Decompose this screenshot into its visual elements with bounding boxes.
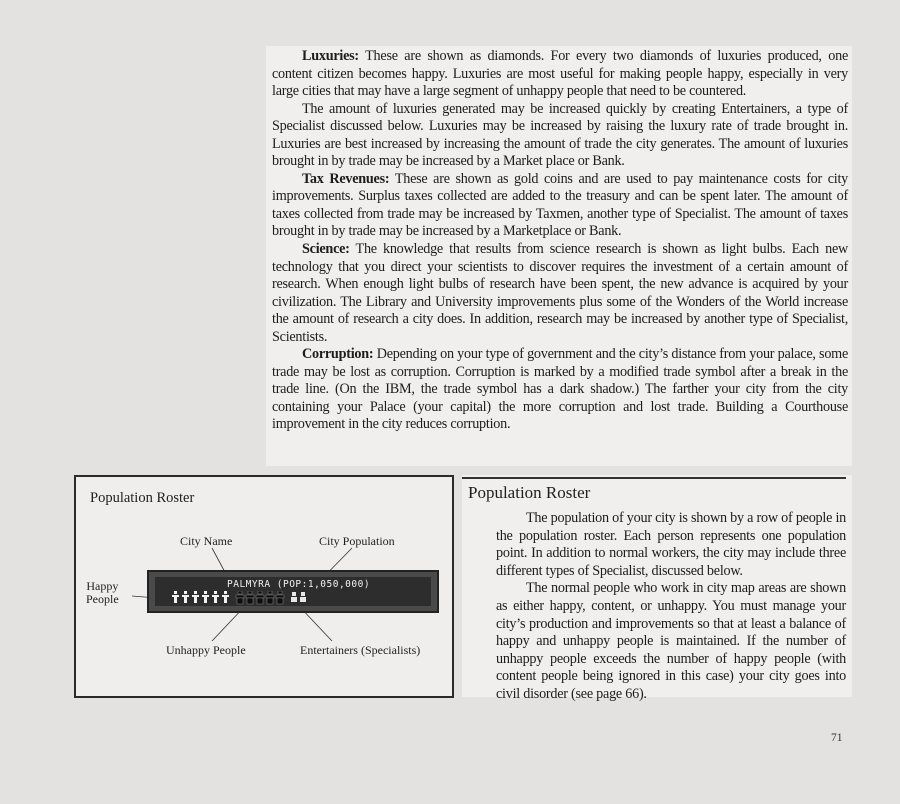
happy-label-line1: Happy — [86, 579, 119, 593]
paragraph-text: These are shown as diamonds. For every two diamonds of luxuries produced, one content citizen becomes happy. Luxuries are most useful for making people happy, especially in very large cities that may have a large segment of unhappy people that need to be countered. — [272, 48, 848, 100]
roster-window — [147, 570, 439, 613]
paragraph-luxuries-increase — [272, 101, 848, 171]
section-divider — [462, 477, 846, 479]
heading-tax-revenues: Tax Revenues: — [302, 170, 390, 187]
page-number: 71 — [831, 732, 843, 744]
paragraph-text: Depending on your type of government and the city’s distance from your palace, some trade may be lost as corruption. Corruption is marked by a modified trade symbol after a break in the trade line. (On the IBM, the trade symbol has a dark shadow.) The farther your city from the city containing your Palace (your capital) the more corruption and lost trade. Building a Courthouse improvement in the city reduces corruption. — [272, 346, 848, 433]
section-title: Population Roster — [468, 483, 591, 502]
unhappy-citizen-icons — [236, 591, 284, 604]
happy-label-line2: People — [86, 592, 119, 606]
roster-city-title: PALMYRA (POP:1,050,000) — [227, 579, 371, 590]
section-paragraph: The normal people who work in city map areas are shown as either happy, content, or unhappy. You must manage your city’s production and improvements so that at least a balance of happy and unhappy people is maintained. If the number of unhappy people exceeds the number of happy people (with content people being ignored in this case) your city goes into civil disorder (see page 66). — [496, 580, 846, 702]
section-paragraph: The population of your city is shown by a row of people in the population roster. Each person represents one population point. In addition to normal workers, the city may include three different types of Specialist, discussed below. — [496, 510, 846, 579]
heading-luxuries: Luxuries: — [302, 48, 359, 64]
city-population-label: City Population — [319, 534, 395, 548]
citizen-icons — [172, 591, 310, 605]
roster-panel — [155, 577, 431, 606]
paragraph-text: These are shown as gold coins and are used to pay maintenance costs for city improvements. Surplus taxes collected are added to the treasury and can be spent later. The amount of taxes collected from trade may be increased by Taxmen, another type of Specialist. The amount of taxes brought in by trade may be increased by a Marketplace or Bank. — [272, 170, 848, 240]
population-roster-figure — [74, 475, 454, 698]
body-text-block — [266, 46, 852, 466]
paragraph-luxuries — [272, 48, 848, 101]
paragraph-corruption — [272, 346, 848, 434]
paragraph-text: The knowledge that results from science research is shown as light bulbs. Each new technology that you direct your scientists to discover requires the investment of a certain amount of research. When enough light bulbs of research have been spent, the new advance is acquired by your civilization. The Library and University improvements plus some of the Wonders of the World increase the amount of research a city does. In addition, research may be increased by another type of Specialist, Scientists. — [272, 241, 848, 345]
heading-corruption: Corruption: — [302, 346, 374, 363]
paragraph-science — [272, 241, 848, 346]
entertainers-label: Entertainers (Specialists) — [300, 643, 421, 657]
population-roster-section — [462, 475, 852, 702]
paragraph-tax-revenues — [272, 171, 848, 241]
figure-title: Population Roster — [90, 490, 195, 506]
paragraph-text: The amount of luxuries generated may be increased quickly by creating Entertainers, a type of Specialist discussed below. Luxuries may be increased by raising the luxury rate of trade brought in. Luxuries are best increased by increasing the amount of trade the city generates. The amount of luxuries brought in by trade may be increased by a Market place or Bank. — [272, 100, 848, 170]
section-body — [496, 510, 846, 704]
heading-science: Science: — [302, 241, 350, 258]
happy-citizen-icons — [172, 591, 229, 603]
city-name-label: City Name — [180, 534, 233, 548]
entertainer-icons — [291, 592, 306, 602]
unhappy-people-label: Unhappy People — [166, 643, 246, 657]
